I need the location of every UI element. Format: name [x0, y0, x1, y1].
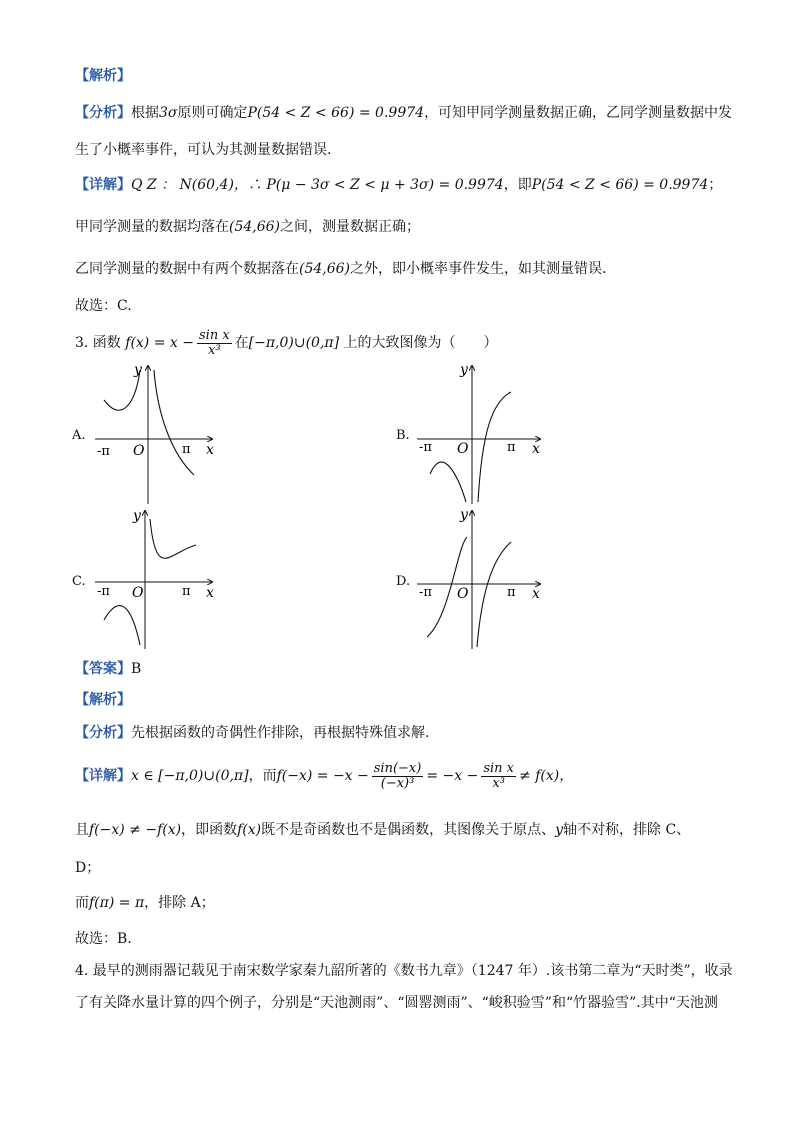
graph-option-d [412, 507, 547, 652]
q2-detail-line: 【详解】Q Z ： N(60,4)，∴ P(μ − 3σ < Z < μ + 3σ) = 0.9974，即P(54 < Z < 66) = 0.9974； [75, 177, 723, 193]
q2-choice: 故选：C. [75, 298, 132, 314]
tick-pi: π [182, 442, 191, 457]
q3-detail-line: 【详解】x ∈ [−π,0)∪(0,π]，而f(−x) = −x − $\frac{\sin(-x)}{\text{(−x)³}}$ = −x − $\frac{\text{sin x}}{\text{x³}}$ ≠ f(x)， [75, 760, 574, 791]
q3-qie-line: 且f(−x) ≠ −f(x)，即函数f(x)既不是奇函数也不是偶函数，其图像关于原点、y轴不对称，排除 C、 [75, 822, 691, 838]
option-a-label: A. [72, 428, 86, 443]
graph-option-c [90, 507, 225, 652]
q4-line-2: 了有关降水量计算的四个例子，分别是“天池测雨”、“圆罂测雨”、“峻积验雪”和“竹器验雪”.其中“天池测 [75, 995, 718, 1011]
q3-er-line: 而f(π) = π，排除 A； [75, 895, 215, 911]
q2-yi-line: 乙同学测量的数据中有两个数据落在(54,66)之外，即小概率事件发生，如其测量错误. [75, 261, 607, 277]
q3-answer: 【答案】B [75, 661, 142, 677]
curve-right [150, 519, 196, 558]
curve-right [154, 370, 194, 475]
x-label: x [206, 585, 214, 601]
detail-fraction-1: $\frac{\sin(-x)}{\text{(−x)³}}$ [373, 760, 422, 791]
q3-choice: 故选：B. [75, 931, 132, 947]
y-label: y [134, 362, 142, 378]
y-label: y [460, 507, 468, 523]
option-c-label: C. [72, 574, 86, 589]
tick-neg-pi: -π [97, 584, 110, 599]
x-label: x [532, 586, 540, 602]
tick-pi: π [507, 440, 516, 455]
q2-analysis-line-1: 【分析】根据3σ原则可确定P(54 < Z < 66) = 0.9974，可知甲同学测量数据正确，乙同学测量数据中发 [75, 105, 733, 121]
x-label: x [532, 441, 540, 457]
q2-analysis-line-2: 生了小概率事件，可认为其测量数据错误. [75, 142, 332, 158]
curve-left [104, 606, 140, 645]
tick-neg-pi: -π [97, 444, 110, 459]
graph-option-b [412, 362, 547, 507]
origin-label: O [457, 586, 469, 602]
option-d-label: D. [396, 574, 411, 589]
origin-label: O [133, 443, 145, 459]
origin-label: O [132, 585, 144, 601]
detail-fraction-2: $\frac{\text{sin x}}{\text{x³}}$ [483, 760, 515, 791]
tick-neg-pi: -π [419, 585, 432, 600]
q3-analysis: 【分析】先根据函数的奇偶性作排除，再根据特殊值求解. [75, 725, 430, 741]
q2-jia-line: 甲同学测量的数据均落在(54,66)之间，测量数据正确； [75, 219, 421, 235]
analysis-heading-1: 【解析】 [75, 68, 131, 84]
analysis-heading-2: 【解析】 [75, 692, 131, 708]
y-label: y [133, 508, 141, 524]
tick-pi: π [182, 584, 191, 599]
graph-option-a [90, 362, 225, 507]
origin-label: O [457, 441, 469, 457]
tick-pi: π [507, 585, 516, 600]
curve-right [477, 542, 511, 647]
x-label: x [206, 442, 214, 458]
y-label: y [460, 362, 468, 378]
tick-neg-pi: -π [419, 440, 432, 455]
option-b-label: B. [396, 428, 410, 443]
stem-fraction: $\frac{\text{sin x}}{\text{x³}}$ [198, 327, 230, 358]
curve-left [430, 462, 466, 502]
q4-line-1: 4. 最早的测雨器记载见于南宋数学家秦九韶所著的《数书九章》（1247 年）.该书第二章为“天时类”，收录 [75, 963, 733, 979]
q3-stem: 3. 函数 f(x) = x − $\frac{\text{sin x}}{\text{x³}}$ 在[−π,0)∪(0,π] 上的大致图像为（ ） [75, 327, 498, 358]
q3-d-line: D； [75, 860, 101, 876]
